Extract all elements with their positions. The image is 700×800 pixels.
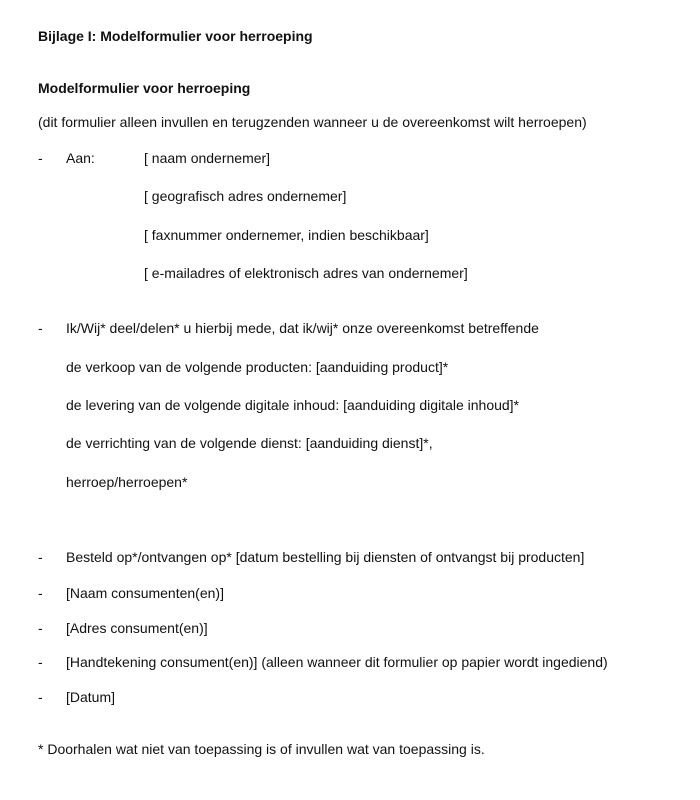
consumer-address-field: [Adres consument(en)] [66,620,208,636]
annex-title: Bijlage I: Modelformulier voor herroeping [38,28,313,44]
statement-line: de verrichting van de volgende dienst: [aanduiding dienst]*, [66,435,433,451]
date-field: [Datum] [66,689,116,705]
statement-line: de verkoop van de volgende producten: [aanduiding product]* [66,359,449,375]
recipient-email: [ e-mailadres of elektronisch adres van ondernemer] [144,265,468,281]
bullet-dash: - [38,620,43,636]
recipient-name: [ naam ondernemer] [144,150,271,166]
footnote: * Doorhalen wat niet van toepassing is of invullen wat van toepassing is. [38,741,485,757]
bullet-dash: - [38,689,43,705]
form-title: Modelformulier voor herroeping [38,80,251,96]
consumer-name-field: [Naam consumenten(en)] [66,585,224,601]
statement-line: de levering van de volgende digitale inhoud: [aanduiding digitale inhoud]* [66,397,520,413]
recipient-fax: [ faxnummer ondernemer, indien beschikbaar] [144,227,429,243]
order-date-field: Besteld op*/ontvangen op* [datum bestelling bij diensten of ontvangst bij producten] [66,549,585,565]
recipient-label: Aan: [66,150,95,166]
bullet-dash: - [38,320,43,336]
bullet-dash: - [38,549,43,565]
statement-line: Ik/Wij* deel/delen* u hierbij mede, dat ik/wij* onze overeenkomst betreffende [66,320,539,336]
bullet-dash: - [38,585,43,601]
recipient-address: [ geografisch adres ondernemer] [144,188,347,204]
bullet-dash: - [38,150,43,166]
consumer-signature-field: [Handtekening consument(en)] (alleen wanneer dit formulier op papier wordt ingediend) [66,654,608,670]
statement-line: herroep/herroepen* [66,474,188,490]
instruction-text: (dit formulier alleen invullen en terugzenden wanneer u de overeenkomst wilt herroepen) [38,114,587,130]
bullet-dash: - [38,654,43,670]
